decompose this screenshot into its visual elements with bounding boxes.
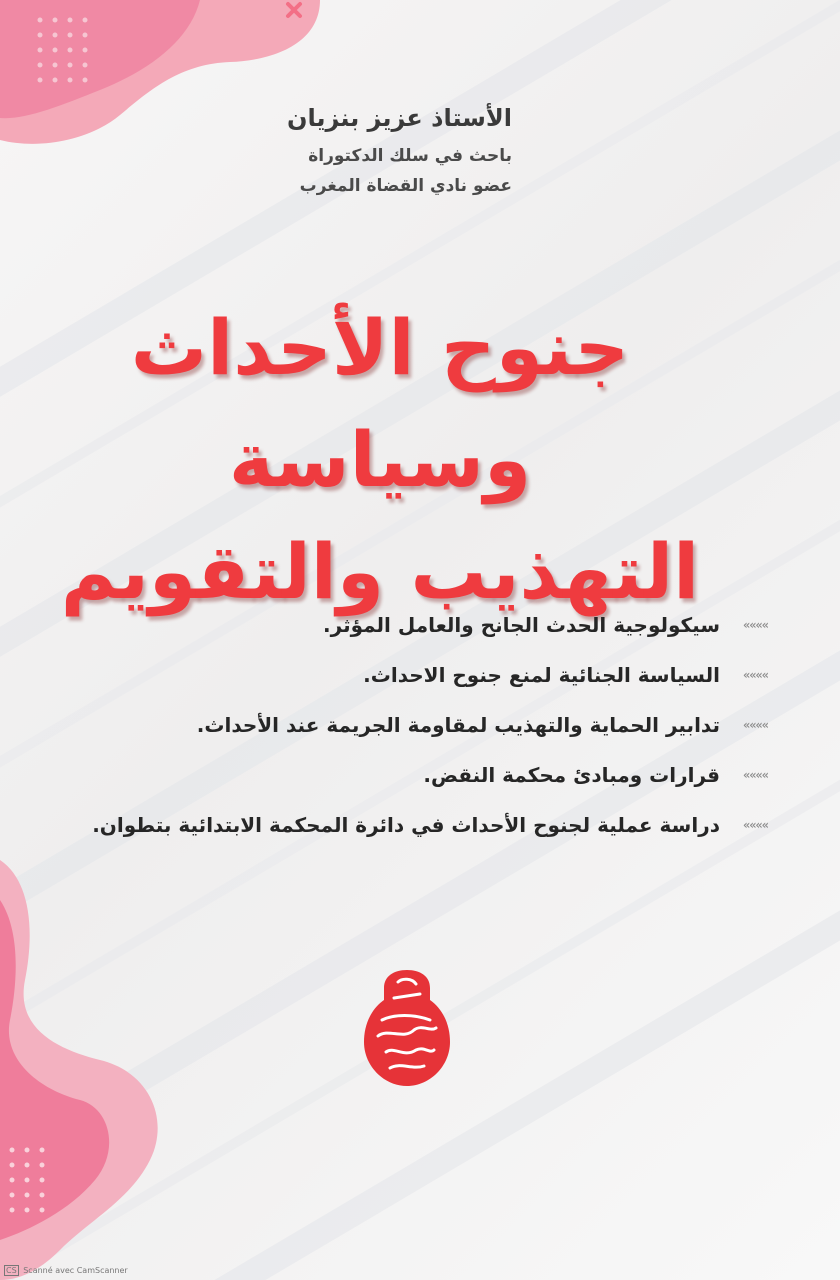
book-title-line-2: التهذيب والتقويم xyxy=(60,527,700,616)
list-item xyxy=(80,600,768,650)
list-item xyxy=(80,700,768,750)
double-chevron-icon: »»»» xyxy=(743,718,768,732)
publisher-logo xyxy=(364,970,450,1086)
scanner-badge: CS xyxy=(6,1266,17,1275)
topic-text: دراسة عملية لجنوح الأحداث في دائرة المحكمة الابتدائية بتطوان. xyxy=(92,813,720,837)
author-block xyxy=(252,104,512,206)
topic-text: قرارات ومبادئ محكمة النقض. xyxy=(423,763,720,787)
double-chevron-icon: »»»» xyxy=(743,618,768,632)
topic-text: سيكولوجية الحدث الجانح والعامل المؤثر. xyxy=(323,613,720,637)
topics-list xyxy=(80,600,768,850)
scanner-text: Scanné avec CamScanner xyxy=(23,1266,128,1275)
double-chevron-icon: »»»» xyxy=(743,818,768,832)
author-name: الأستاذ عزيز بنزيان xyxy=(286,104,512,132)
author-title: باحث في سلك الدكتوراة xyxy=(308,146,512,166)
scanner-watermark xyxy=(4,1266,128,1275)
decorative-pink-blob-bottom xyxy=(0,860,250,1280)
book-title-line-1: جنوح الأحداث وسياسة xyxy=(130,303,630,504)
double-chevron-icon: »»»» xyxy=(743,668,768,682)
topic-text: تدابير الحماية والتهذيب لمقاومة الجريمة عند الأحداث. xyxy=(196,713,720,737)
double-chevron-icon: »»»» xyxy=(743,768,768,782)
author-affiliation: عضو نادي القضاة المغرب xyxy=(299,176,512,196)
list-item xyxy=(80,800,768,850)
list-item xyxy=(80,750,768,800)
book-title xyxy=(40,292,720,628)
list-item xyxy=(80,650,768,700)
topic-text: السياسة الجنائية لمنع جنوح الاحداث. xyxy=(363,663,720,687)
